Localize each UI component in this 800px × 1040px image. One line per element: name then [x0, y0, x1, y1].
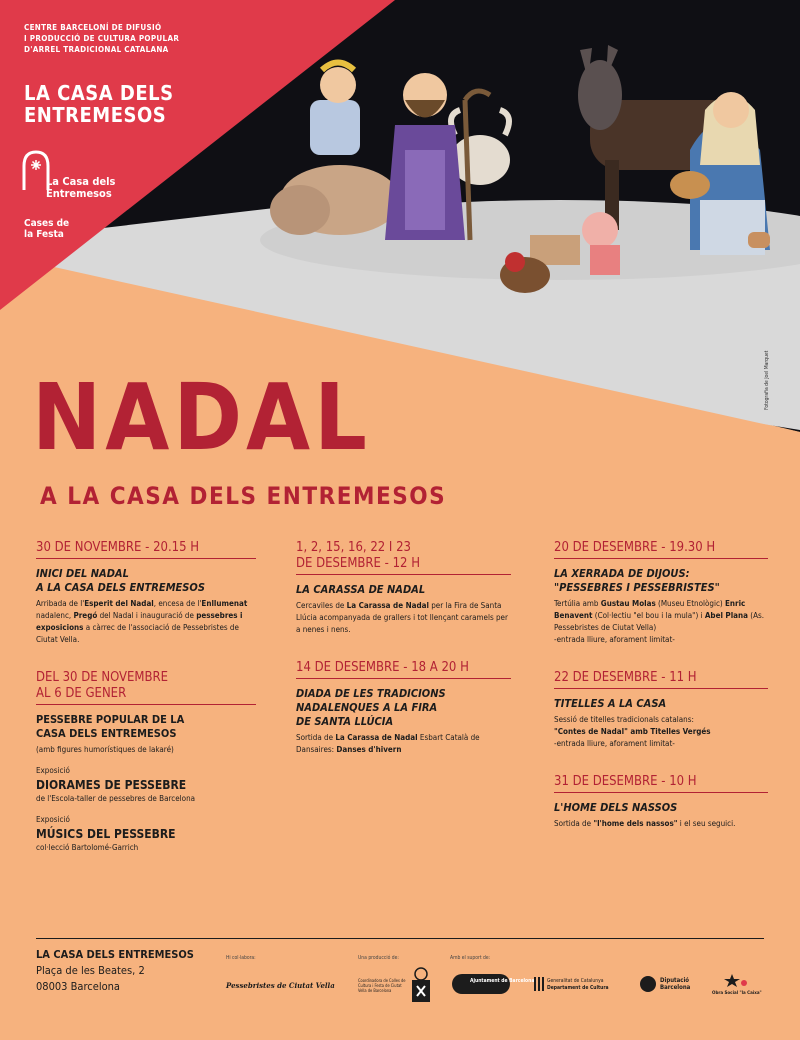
generalitat-line-2: Departament de Cultura — [547, 985, 609, 991]
event-description: Sortida de La Carassa de Nadal Esbart Català de Dansaires: Danses d'hivern — [296, 733, 480, 754]
logo-line-1: La Casa dels — [46, 175, 116, 188]
exposition-description: de l'Escola-taller de pessebres de Barcelona — [36, 794, 196, 803]
logo-line-2: Entremesos — [46, 187, 112, 200]
event-title: TITELLES A LA CASA — [554, 697, 667, 710]
photo-credit: Fotografia de Joel Marquet — [764, 350, 770, 410]
cases-line-1: Cases de — [24, 218, 70, 229]
sponsor-pessebristes: Pessebristes de Ciutat Vella — [226, 981, 335, 990]
cases-festa-logo — [24, 218, 69, 240]
event-description: (amb figures humorístiques de lakaré) — [36, 745, 174, 754]
exposition-label: Exposició — [36, 766, 70, 775]
brand-title-line-2: ENTREMESOS — [24, 103, 167, 127]
dog-figure — [748, 232, 770, 248]
sponsor-ajuntament: Ajuntament de Barcelona — [470, 978, 535, 984]
event-expos — [36, 670, 256, 854]
brand-title-line-1: LA CASA DELS — [24, 81, 174, 105]
event-description: Sessió de titelles tradicionals catalans: "Contes de Nadal" amb Titelles Vergés -entrada lliure, aforament limitat- — [554, 715, 711, 748]
event-title: LA CARASSA DE NADAL — [296, 583, 426, 596]
sponsor-ajuntament-badge — [452, 974, 510, 994]
sponsor-diputacio — [660, 977, 690, 991]
event-title: INICI DEL NADAL A LA CASA DELS ENTREMESOS — [36, 567, 205, 594]
event-description: Tertúlia amb Gustau Molas (Museu Etnològic) Enric Benavent (Col·lectiu "el bou i la mula") i Abel Plana (As. Pessebristes de Ciutat Vella) -entrada lliure, aforament limitat- — [554, 599, 765, 644]
institution-line-3: D'ARREL TRADICIONAL CATALANA — [24, 45, 169, 54]
event-date: 30 DE NOVEMBRE - 20.15 H — [36, 540, 256, 559]
event-date: DEL 30 DE NOVEMBRE AL 6 DE GENER — [36, 670, 256, 705]
event-diada — [296, 660, 511, 756]
event-titelles — [554, 670, 768, 750]
event-date: 1, 2, 15, 16, 22 I 23 DE DESEMBRE - 12 H — [296, 540, 511, 575]
sponsor-generalitat — [547, 978, 609, 992]
sponsor-production-logo — [410, 966, 432, 1004]
institution-text — [24, 22, 179, 55]
event-inici — [36, 540, 256, 646]
production-label: Una producció de: — [358, 955, 399, 961]
support-label: Amb el suport de: — [450, 955, 491, 961]
footer-city: 08003 Barcelona — [36, 980, 120, 993]
collab-label: Hi col·labora: — [226, 955, 256, 961]
event-nassos — [554, 774, 768, 830]
event-description: Arribada de l'Esperit del Nadal, encesa de l'Enllumenat nadalenc, Pregó del Nadal i inauguració de pessebres i exposicions a càrrec de l'associació de Pessebristes de Ciutat Vella. — [36, 599, 248, 644]
event-date: 14 DE DESEMBRE - 18 A 20 H — [296, 660, 511, 679]
logo-text — [46, 176, 115, 200]
footer-street: Plaça de les Beates, 2 — [36, 964, 145, 977]
exposition-title: DIORAMES DE PESSEBRE — [36, 778, 187, 792]
event-title: L'HOME DELS NASSOS — [554, 801, 678, 814]
event-date: 31 DE DESEMBRE - 10 H — [554, 774, 768, 793]
event-xerrada — [554, 540, 768, 646]
event-carassa — [296, 540, 511, 636]
column-left — [36, 540, 256, 878]
diputacio-line-2: Barcelona — [660, 984, 691, 991]
event-title: DIADA DE LES TRADICIONS NADALENQUES A LA FIRA DE SANTA LLÚCIA — [296, 687, 446, 728]
column-middle — [296, 540, 511, 780]
event-title: PESSEBRE POPULAR DE LA CASA DELS ENTREMESOS — [36, 713, 185, 740]
exposition-title: MÚSICS DEL PESSEBRE — [36, 827, 176, 841]
event-description: Cercaviles de La Carassa de Nadal per la Fira de Santa Llúcia acompanyada de grallers i tot llençant caramels per a nenes i nens. — [296, 601, 508, 634]
subheadline: A LA CASA DELS ENTREMESOS — [40, 482, 447, 510]
column-right — [554, 540, 768, 854]
event-date: 22 DE DESEMBRE - 11 H — [554, 670, 768, 689]
institution-line-2: I PRODUCCIÓ DE CULTURA POPULAR — [24, 34, 180, 43]
cases-line-2: la Festa — [24, 229, 64, 240]
event-title: LA XERRADA DE DIJOUS: "PESSEBRES I PESSEBRISTES" — [554, 567, 720, 594]
footer-venue-name: LA CASA DELS ENTREMESOS — [36, 948, 194, 961]
diputacio-icon — [640, 976, 656, 992]
diputacio-line-1: Diputació — [660, 977, 690, 984]
generalitat-icon — [534, 977, 544, 991]
event-description: Sortida de "l'home dels nassos" i el seu seguici. — [554, 819, 736, 828]
sponsor-caixa: Obra Social "la Caixa" — [712, 991, 762, 996]
sponsor-production-text: Coordinadora de Colles de Cultura i Festa de Ciutat Vella de Barcelona — [358, 978, 406, 993]
footer-divider — [36, 938, 764, 939]
brand-title — [24, 82, 174, 126]
institution-line-1: CENTRE BARCELONÍ DE DIFUSIÓ — [24, 23, 162, 32]
footer-address — [36, 947, 194, 995]
exposition-description: col·lecció Bartolomé-Garrich — [36, 843, 139, 852]
caixa-star-icon — [722, 974, 752, 988]
headline: NADAL — [32, 364, 371, 471]
generalitat-line-1: Generalitat de Catalunya — [547, 978, 604, 984]
event-date: 20 DE DESEMBRE - 19.30 H — [554, 540, 768, 559]
exposition-label: Exposició — [36, 815, 70, 824]
